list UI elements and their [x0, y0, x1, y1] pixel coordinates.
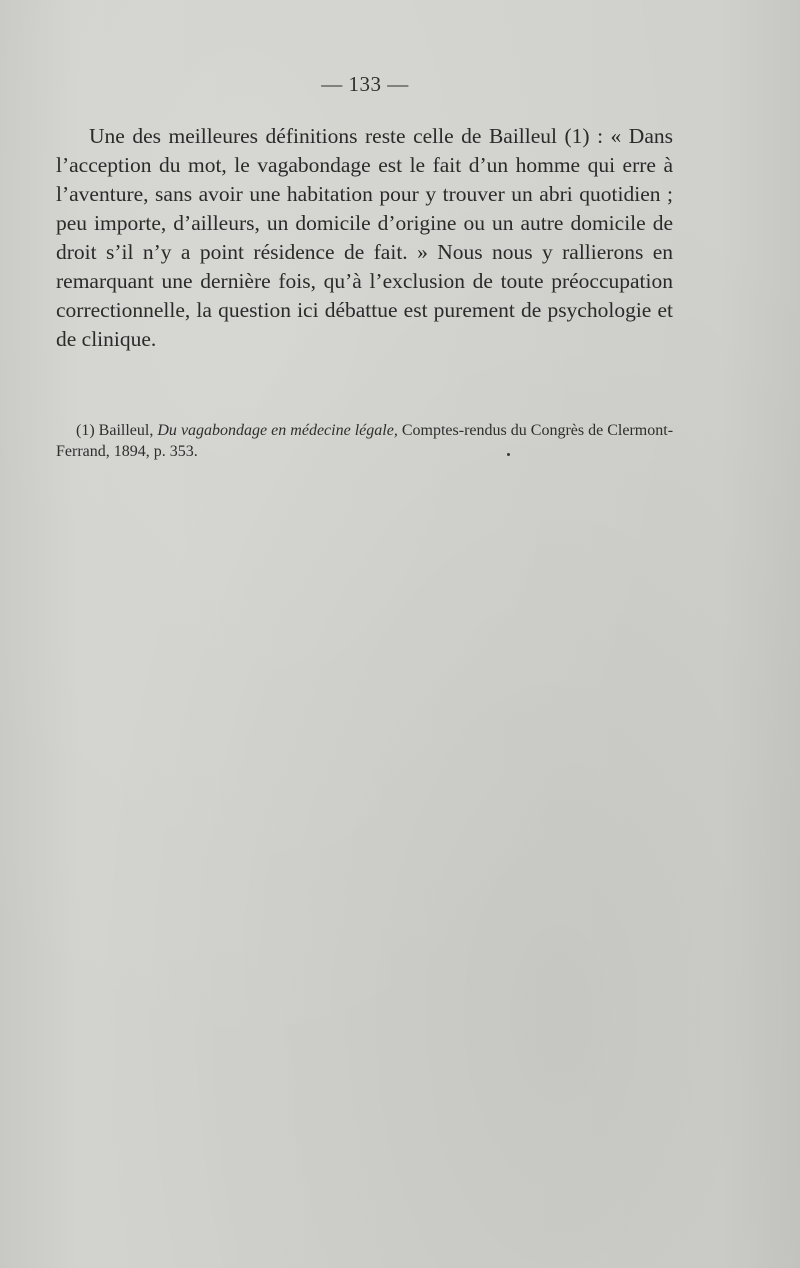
page-number: — 133 — — [321, 72, 409, 96]
footnote-reference: Comptes-rendus du Congrès de Clermont-Ferrand, 1894, p. 353. — [56, 422, 674, 460]
footnote-title: Du vagabondage en médecine légale, — [157, 422, 398, 439]
body-paragraph: Une des meilleures définitions reste celle de Bailleul (1) : « Dans l’acception du mot, le vagabondage est le fait d’un homme qui erre à l’aventure, sans avoir une habitation pour y trouver un abri quotidien ; peu importe, d’ailleurs, un domicile d’origine ou un autre domicile de droit s’il n’y a point résidence de fait. » Nous nous y rallierons en remarquant une dernière fois, qu’à l’exclusion de toute préoccupation correctionnelle, la question ici débattue est purement de psychologie et de clinique. — [56, 124, 673, 351]
ink-speck — [507, 453, 510, 456]
footnote — [56, 420, 673, 462]
footnote-marker-author: (1) Bailleul, — [76, 422, 154, 439]
